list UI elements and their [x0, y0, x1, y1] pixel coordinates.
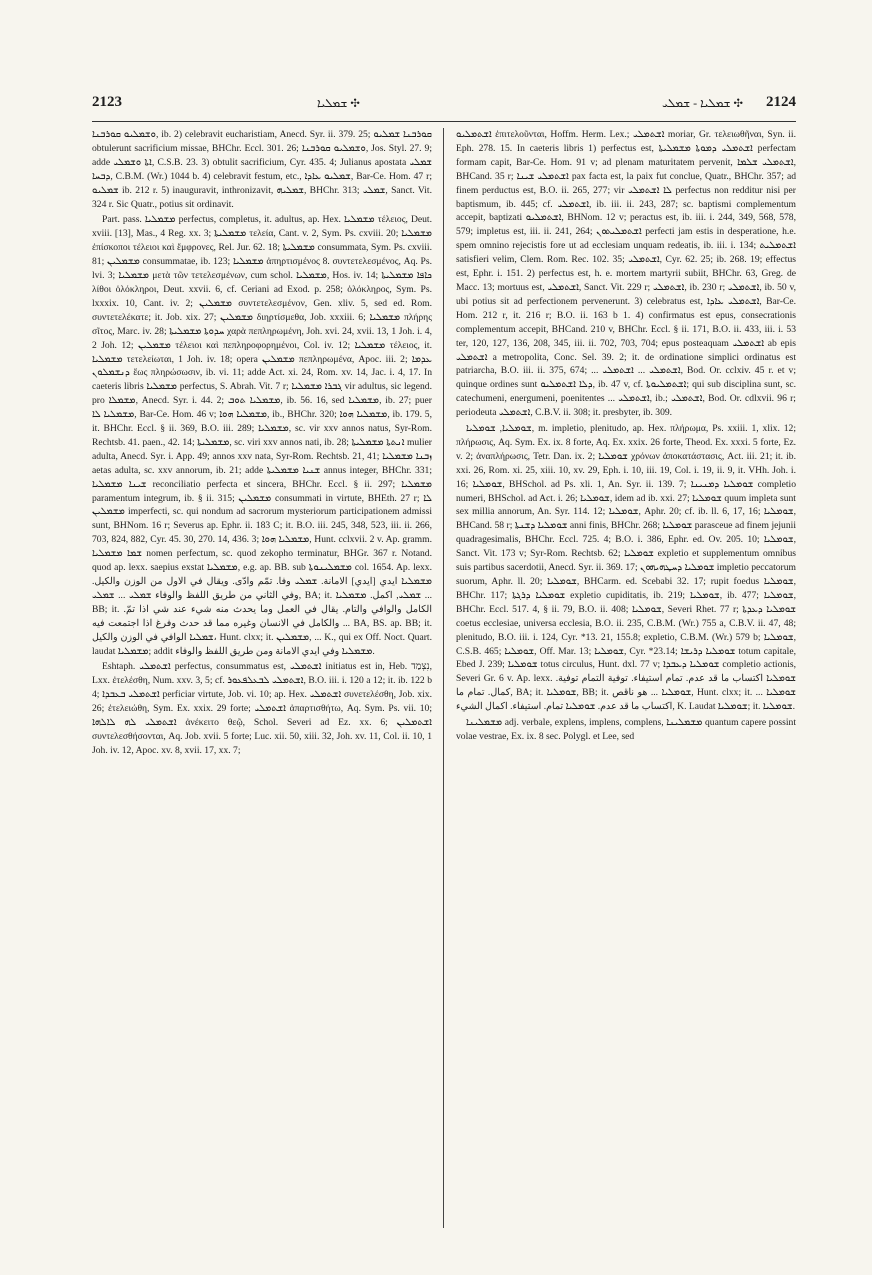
left-paragraph: ܘܫܡܠܝܘ ܩܘܪܒܢܐ, ib. 2) celebravit eucharistiam, Anecd. Syr. ii. 379. 25; ܩܘܪܒܢܐ ܫܡܠܝܘ obtulerunt sacrificium missae, BHChr. Eccl. 301. 26; ܘܫܡܠܝܘ ܩܘܪܒܢܐ, Jos. Styl. 27. 9; adde ܐܬܐ ܘܫܡܠܝ, C.S.B. 23. 3) obtulit sacrificium, Cyr. 435. 4; Julianus apostata ܫܡܠܝ ܕܒܚܐ, C.B.M. (Wr.) 1044 b. 4) celebravit festum, etc., ܫܡܠܝܘ ܥܐܕܐ, Bar-Ce. Hom. 47 r; ܫܡܠܝܘ ib. 212 r. 5) inauguravit, inthronizavit, ܫܡܠܝܗ, BHChr. 313; ܫܡܠܝ, Sanct. Vit. 324 r. Sic Quatr., potius sit ordinavit. — [92, 129, 432, 210]
page-number-right: 2124 — [766, 94, 796, 110]
running-head-left: ✣ ܫܡܠܝܐ — [317, 96, 360, 110]
left-paragraph: Eshtaph. ܐܫܬܡܠܝ perfectus, consummatus est, ܐܫܬܡܠܝ initiatus est in, Heb. נִצְמַד, Lxx. ἐτελέσθη, Num. xxv. 3, 5; cf. ܐܫܬܡܠܝ ܠܒܥܠܦܥܘܪ, B.O. iii. i. 120 a 12; it. ib. 122 b 4; ܐܫܬܡܠܝ ܒܥܒܕܐ perficiar virtute, Job. vi. 10; ap. Hex. ܐܫܬܡܠܝ συνετελέσθη, Job. xix. 26; ἐτελειώθη, Sym. Ex. xxix. 29 forte; ܐܫܬܡܠܝ ἀπαρτισθήτω, Aq. Sym. Ps. vii. 10; ܐܫܬܡܠܝ ܠܗ ܠܐܠܗܐ ἀνέκειτο θεῷ, Schol. Severi ad Ez. xx. 6; ܐܫܬܡܠܝܢ συντελεσθήσονται, Aq. Job. xvii. 5 forte; Luc. xii. 50, xiii. 32, Joh. xv. 11, Col. ii. 10, 1 Joh. iv. 12, Apoc. xv. 8, xvii. 17, xx. 7; — [92, 661, 432, 756]
page-number-left: 2123 — [92, 94, 122, 110]
column-divider — [443, 128, 444, 1228]
page-header — [92, 94, 796, 116]
left-column — [92, 128, 432, 1228]
right-column — [456, 128, 796, 1228]
header-rule — [92, 121, 796, 122]
right-paragraph: ܐܫܬܡܠܝܘ ἐπιτελοῦνται, Hoffm. Herm. Lex.; ܐܫܬܡܠܝ moriar, Gr. τελειωθῆναι, Syn. ii. Eph. 278. 15. In caeteris libris 1) perfectus est, ܐܫܬܡܠܝ ܕܡܘܬܐ ܡܫܡܠܝܬܐ perfectam formam capit, Bar-Ce. Hom. 91 v; ad plenam maturitatem pervenit, ܐܫܬܡܠܝ ܫܠܡܐ, BHCand. 35 r; ܐܫܬܡܠܝ ܫܝܢܐ pax facta est, la paix fut conclue, Quatr., BHChr. 357; ad finem perductus est, B.O. ii. 265, 277; vir ܠܐ ܐܫܬܡܠܝ perfectus non redditur nisi per baptismum, ib. 445; cf. ܐܫܬܡܠܝ, ib. iii. ii. 243, 287; sc. baptismi complementum accepit, baptizati ܐܫܬܡܠܝܘ, BHNom. 12 v; peractus est, ib. iii. i. 244, 349, 568, 578, 579; impletus est, iii. ii. 241, 264; ܐܫܬܡܠܝܬܘܢ perfecti jam estis in desperatione, h.e. spem omnino rejecistis fore ut ad ecclesiam unquam redeatis, ib. iii. i. 134; ܐܫܬܡܠܝܬ satisfieri velim, Clem. Rom. Rec. 102. 35; ܐܫܬܡܠܝ, Cyr. 62. 25; ib. 268. 19; effectus est, Ephr. i. 151. 2) perfectus est, h. e. mortem martyrii subiit, BHChr. 63, Greg. de Macc. 13; mortuus est, ܐܫܬܡܠܝ, Sanct. Vit. 229 r; ܐܫܬܡܠܝ, ib. 230 r; ܐܫܬܡܠܝ, ib. 50 v, ubi potius sit ad perfectionem pervenerunt. 3) celebratus est, ܐܫܬܡܠܝ ܥܐܕܐ, Bar-Ce. Hom. 212 r, it. 216 r; B.O. ii. 163 b 1. 4) confirmatus est epus, consecrationis complementum accepit, BHCand. 210 v, BHChr. Eccl. § ii. 171, B.O. ii. 433, iii. i. 53 ter, 120, 127, 136, 208, 345, iii. ii. 702, 703, 704; epus posteaquam ܐܫܬܡܠܝ ab epis ܐܫܬܡܠܝ a metropolita, Conc. Sel. 39. 2; it. de ordinatione simplici ordinatus est patriarcha, B.O. iii. ii. 375, 674; ... ܐܫܬܡܠܝ ... ܐܫܬܡܠܝ, Bod. Or. cclxiv. 45 r. et v; quinque ordines sunt ܕܠܐ ܐܫܬܡܠܝܘ, ib. 47 v, cf. ܐܫܬܡܠܝܘܬܐ; qui sub disciplina sunt, sc. catechumeni, energumeni, poenitentes ... ܐܫܬܡܠܝ, ib.; ܐܫܬܡܠܝ, Bod. Or. cdlxvii. 96 r; periodeuta ܐܫܬܡܠܝ, C.B.V. ii. 308; it. presbyter, ib. 309. — [456, 129, 796, 419]
left-paragraph: Part. pass. ܡܫܡܠܝܐ perfectus, completus, it. adultus, ap. Hex. ܡܫܡܠܝܐ τέλειος, Deut. xviii. [13], Mas., 4 Reg. xx. 3; ܡܫܡܠܝܬܐ τελεία, Cant. v. 2, Sym. Ps. cxviii. 20; ܡܫܡܠܝܐ ἐπίσκοποι τέλειοι καὶ ἔμφρονες, Rel. Jur. 62. 18; ܡܫܡܠܝܬܐ consummata, Sym. Ps. cxviii. 81; ܡܫܡܠܝܢ consummatae, ib. 123; ܡܫܡܠܝܐ ἀπηρτισμένος 8. συντετελεσμένος, Aq. Ps. lvi. 3; ܡܫܡܠܝܐ μετὰ τῶν τετελεσμένων, cum schol. ܡܫܡܠܝܐ, Hos. iv. 14; ܟܐܦܐ ܡܫܡܠܝܬܐ λίθοι ὁλόκληροι, Deut. xxvii. 6, cf. Ceriani ad Exod. p. 258; ὁλόκληρος, Sym. Ps. lxxxix. 10, Cant. iv. 2; ܡܫܡܠܝܢ συντετελεσμένον, Gen. xliv. 5, sed ed. Rom. συντετελέκατε; it. Job. xix. 27; ܡܫܡܠܝܢ διηρτίσμεθα, Job. xxxiii. 6; ܡܫܡܠܝܐ πλήρης σῖτος, Marc. iv. 28; ܚܕܘܬܐ ܡܫܡܠܝܬܐ χαρὰ πεπληρωμένη, Joh. xvi. 24, xvii. 13, 1 Joh. i. 4, 2 Joh. 12; ܡܫܡܠܝܢ τέλειοι καὶ πεπληροφορημένοι, Col. iv. 12; ܡܫܡܠܝܐ τέλειος, it. ܡܫܡܠܝܐ τετελείωται, 1 Joh. iv. 18; opera ܡܫܡܠܝܢ πεπληρωμένα, Apoc. iii. 2; ܥܕܡܐ ܕܢܫܡܠܘܢ ἕως πληρώσωσιν, ib. vi. 11; adde Act. xi. 24, Rom. xv. 14, Jac. i. 4, 17. In caeteris libris ܡܫܡܠܝܐ perfectus, S. Abrah. Vit. 7 r; ܓܒܪܐ ܡܫܡܠܝܐ vir adultus, sic legend. pro ܡܫܡܠܐ, Anecd. Syr. i. 44. 2; ܡܫܡܠܝܐ ܬܘܒ, ib. 56. 16, sed ܡܫܡܠܝܐ, ib. 27; puer ܡܫܡܠܝܐ ܠܐ, Bar-Ce. Hom. 46 v; ܡܫܡܠܝܐ ܗܘܐ, ib., BHChr. 320; ܡܫܡܠܝܐ ܗܘܐ, ib. 179. 5, it. BHChr. Eccl. § ii. 369, B.O. iii. 289; ܡܫܡܠܝܐ, sc. vir xxv annos natus, Syr-Rom. Rechtsb. 41. paen., 42. 14; ܡܫܡܠܝܬܐ, sc. viri xxv annos nati, ib. 28; ܐܢܬܬܐ ܡܫܡܠܝܬܐ mulier adulta, Anecd. Syr. i. App. 49; annos xxv nata, Syr-Rom. Rechtsb. 21, 41; ܙܒܢܐ ܡܫܡܠܝܐ aetas adulta, sc. xxv annorum, ib. 21; adde ܫܢܝܐ ܡܫܡܠܝܬܐ annus integer, BHChr. 331; ܫܝܢܐ ܡܫܡܠܝܐ reconciliatio perfecta et sincera, BHChr. Eccl. § ii. 297; ܡܫܡܠܝܐ paramentum integrum, ib. § ii. 315; ܡܫܡܠܝܢ consummati in virtute, BHEth. 27 r; ܠܐ ܡܫܡܠܝܢ imperfecti, sc. qui nondum ad sacrorum mysteriorum participationem admissi sunt, BHNom. 16 r; Severus ap. Ephr. ii. 183 C; it. B.O. iii. 245, 348, 523, iii. ii. 266, 703, 824, 882, Cyr. 45. 30, 270. 14, 436. 3; ܡܫܡܠܝܐ ܗܘܐ, Hunt. cclxvii. 2 v. Ap. gramm. ܫܡܐ ܡܫܡܠܝܐ nomen perfectum, sc. quod zekopho terminatur, BHGr. 367 r. Notand. quod ap. lexx. saepius exstat ܡܫܡܠܝܐ, e.g. ap. BB. sub ܡܫܡܠܝܢܘܬܐ col. 1654. Ap. lexx. ܡܫܡܠܝܐ ايدي [ايدي] الامانة. ܫܡܠܝ وفا. تمّم وادّى. ويقال في الاول من الوزن والكيل. وفي الثاني من طريق اللفظ والوفاء ܫܡܠܝ ... ܫܡܠܝ, BA; it. ܫܡܠܝ, اكمل. ܡܫܡܠܝܐ ... BB; it. الكامل والوافي والتام. يقال في العمل وما يحدث منه شيء عند شي اذا تمّ. والكامل في الانسان وغيره مما قد حدث وفرغ اذا اجتمعت فيه ... BA, BS. ap. BB; it. ܫܡܠܝܐ الوافي في الوزن والكيل، Hunt. clxx; it. ܡܫܡܠܝܢ, ... K., qui ex Off. Noct. Quart. laudat ܡܫܡܠܝܐ; addit ܡܫܡܠܝܐ وفي ايدي الامانة ومن طريق اللفظ والوفاء. — [92, 214, 432, 657]
running-head-right: ✣ ܫܡܠܝܐ - ܫܡܠܝ — [662, 96, 743, 110]
right-paragraph: ܫܘܡܠܝܐ, ܫܘܡܠܝܐ, m. impletio, plenitudo, ap. Hex. πλήρωμα, Ps. xxiii. 1, xlix. 12; πλήρωσις, Aq. Sym. Ex. ix. 8 forte, Aq. Ex. xxix. 26 forte, Theod. Ex. xxxi. 5 forte, Ez. v. 2; ἀναπλήρωσις, Tetr. Dan. ix. 2; ܫܘܡܠܝܐ χρόνων ἀποκατάστασις, Act. iii. 21; it. ib. xxi. 26, Rom. xi. 25, xiii. 10, xv. 29, Eph. i. 10, iii. 19, Col. i. 19, ii. 9, it. VHh. Joh. i. 16; ܫܘܡܠܝܐ, BHSchol. ad Ps. xli. 1, An. Syr. ii. 139. 7; ܫܘܡܠܝܐ ܕܡܢܝܢܐ completio numeri, BHSchol. ad Act. i. 26; ܫܘܡܠܝܐ, idem ad ib. xxi. 27; ܫܘܡܠܝܐ quum impleta sunt sex millia annorum, An. Syr. 114. 12; ܫܘܡܠܝܐ, Aphr. 20; cf. ib. ll. 6, 17, 16; ܫܘܡܠܝܐ, BHCand. 58 r; ܫܘܡܠܝܐ ܕܫܢܬܐ anni finis, BHChr. 268; ܫܘܡܠܝܐ parasceue ad finem jejunii quadragesimalis, BHChr. Eccl. 725. 4; B.O. i. 386, Ephr. ed. Ov. 205. 10; ܫܘܡܠܝܐ, Sanct. Vit. 173 v; Syr-Rom. Rechtsb. 62; ܫܘܡܠܝܐ expletio et supplementum omnibus suis partibus sacerdotii, Anecd. Syr. ii. 369. 17; ܫܘܡܠܝܐ ܕܚܛܗܝܗܘܢ impletio peccatorum suorum, Aphr. ll. 20; ܫܘܡܠܝܐ, BHCarm. ed. Scebabi 32. 17; rupit foedus ܫܘܡܠܝܐ, BHChr. 117; ܫܘܡܠܝܐ ܕܪܓܬܐ expletio cupiditatis, ib. 219; ܫܘܡܠܝܐ, ib. 477; ܫܘܡܠܝܐ, BHChr. Eccl. 517. 4, § ii. 79, B.O. ii. 408; ܫܘܡܠܝܐ, Severi Rhet. 77 r; ܫܘܡܠܝܐ ܕܥܕܬܐ coetus ecclesiae, universa ecclesia, B.O. ii. 235, C.B.M. (Wr.) 755 a, C.B.V. ii. 47, 48; plenitudo, B.O. iii. i. 124, Cyr. *13. 21, 155.8; expletio, C.B.M. (Wr.) 579 b; ܫܘܡܠܝܐ, C.S.B. 465; ܫܘܡܠܝܐ, Off. Mar. 13; ܫܘܡܠܝܐ, Cyr. *23.14; ܫܘܡܠܝܐ ܕܪܝܫܐ totum capitale, Ebed J. 239; ܫܘܡܠܝܐ totus circulus, Hunt. dxl. 77 v; ܫܘܡܠܝܐ ܕܥܒܕܐ completio actionis, Severi Gr. 6 v. Ap. lexx. ܫܘܡܠܝܐ اكتساب ما قد عدم. تمام استيفاء. توفية التمام توفية. كمال. تمام ما, BA; it. ܫܘܡܠܝܐ, BB; it. ܫܘܡܠܝܐ ... هو ناقص, Hunt. clxx; it. ܫܘܡܠܝܐ ... اكتساب ما قد عدم. ܫܘܡܠܝܐ تمام. استيفاء. اكمال الشيء, K. Laudat ܫܘܡܠܝܐ; it. ܫܘܡܠܝܐ. — [456, 423, 796, 713]
right-paragraph: ܡܫܡܠܝܢܐ adj. verbale, explens, implens, complens, ܡܫܡܠܝܢܐ quantum capere possint volae vestrae, Ex. ix. 8 sec. Polygl. et Lee, sed — [456, 717, 796, 742]
